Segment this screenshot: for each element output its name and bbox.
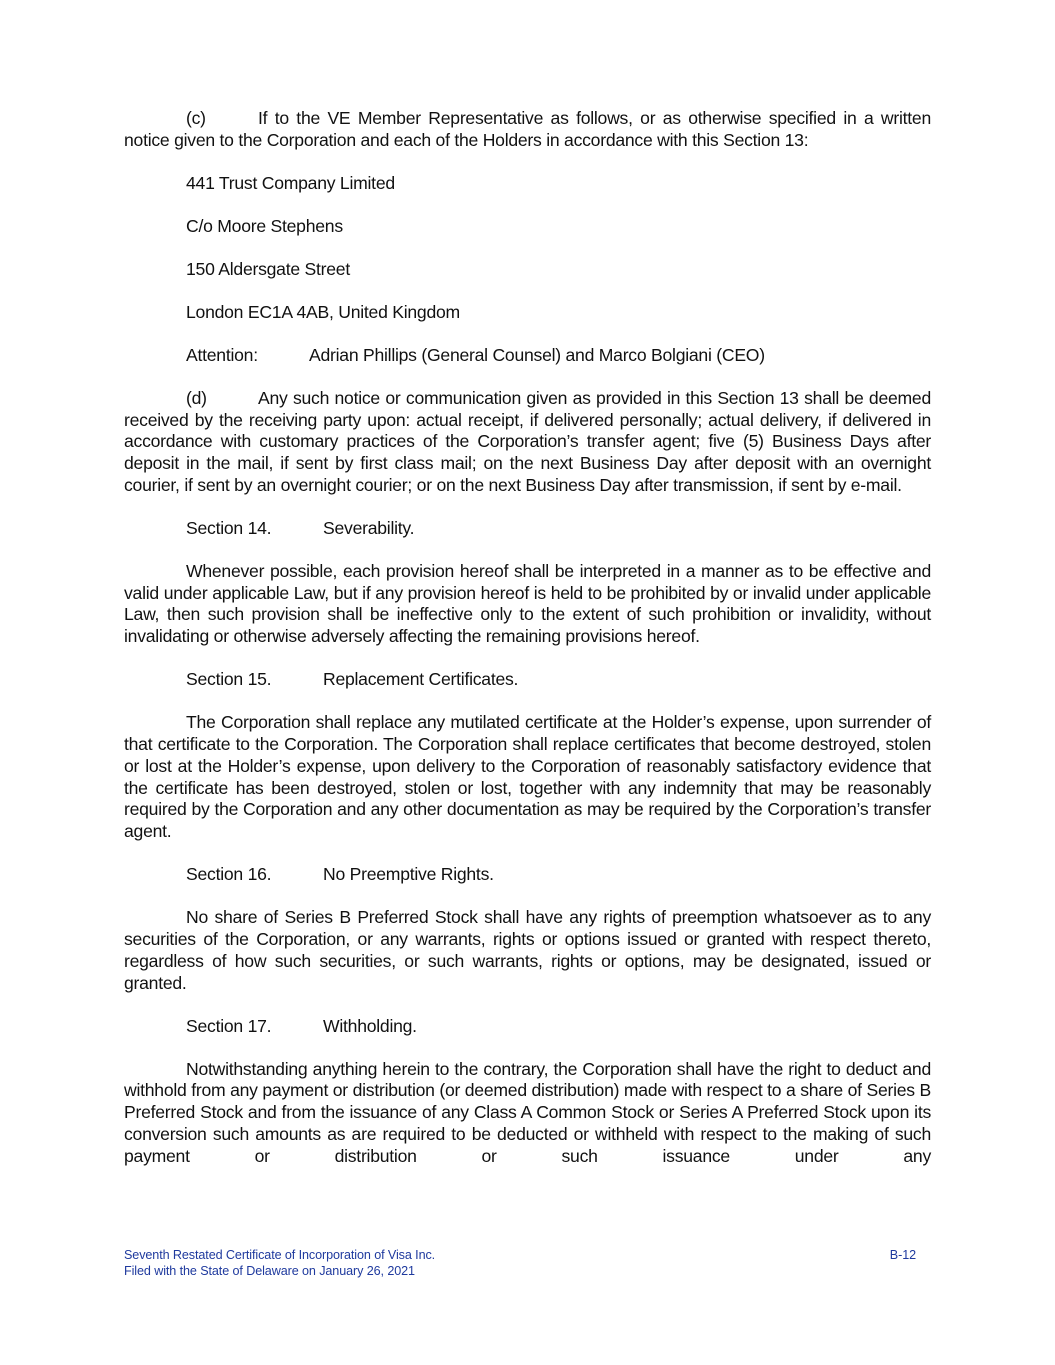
section-body: No share of Series B Preferred Stock shall have any rights of preemption whatsoever as to any securities of the Corporation, or any warrants, rights or options issued or granted with respect thereto, regardless of how such securities, or such warrants, rights or options, may be designated, issued or granted. — [124, 907, 931, 993]
section-heading — [186, 669, 931, 691]
paragraph-label: (d) — [186, 387, 207, 408]
address-line: C/o Moore Stephens — [186, 215, 343, 236]
section-heading — [186, 518, 931, 540]
section-title: Replacement Certificates. — [323, 669, 519, 690]
section-number: Section 14. — [186, 517, 272, 538]
section-body: Whenever possible, each provision hereof shall be interpreted in a manner as to be effective and valid under applicable Law, but if any provision hereof is held to be prohibited by or invalid under applicable Law, then such provision shall be ineffective only to the extent of such prohibition or invalidity, without invalidating or otherwise adversely affecting the remaining provisions hereof. — [124, 560, 931, 647]
document-page — [124, 108, 931, 1189]
paragraph-c — [124, 108, 931, 152]
section-heading — [186, 1016, 931, 1038]
section-body: The Corporation shall replace any mutilated certificate at the Holder’s expense, upon surrender of that certificate to the Corporation. The Corporation shall replace certificates that become destroyed, stolen or lost at the Holder’s expense, upon delivery to the Corporation of reasonably satisfactory evidence that the certificate has been destroyed, stolen or lost, together with any indemnity that may be reasonably required by the Corporation and any other documentation as may be required by the Corporation’s transfer agent. — [124, 712, 931, 842]
footer-row — [124, 1248, 916, 1264]
address-line: London EC1A 4AB, United Kingdom — [186, 301, 460, 322]
attention-value: Adrian Phillips (General Counsel) and Marco Bolgiani (CEO) — [309, 344, 765, 365]
section-number: Section 17. — [186, 1015, 272, 1036]
paragraph-label: (c) — [186, 108, 206, 128]
section-title: Severability. — [323, 517, 415, 538]
address-line: 150 Aldersgate Street — [186, 258, 350, 279]
section-body: Notwithstanding anything herein to the contrary, the Corporation shall have the right to deduct and withhold from any payment or distribution (or deemed distribution) made with respect to a share of Series B Preferred Stock and from the issuance of any Class A Common Stock or Series A Preferred Stock upon its conversion such amounts as are required to be deducted or withheld with respect to the making of such payment or distribution or such issuance under any — [124, 1058, 931, 1166]
section-title: Withholding. — [323, 1015, 417, 1036]
section-number: Section 16. — [186, 864, 272, 885]
section-heading — [186, 864, 931, 886]
page-number: B-12 — [889, 1248, 916, 1262]
paragraph-d — [124, 388, 931, 497]
section-number: Section 15. — [186, 669, 272, 690]
footer-document-title: Seventh Restated Certificate of Incorporation of Visa Inc. — [124, 1248, 436, 1262]
section-title: No Preemptive Rights. — [323, 864, 494, 885]
attention-label: Attention: — [186, 344, 258, 365]
page-footer — [124, 1248, 916, 1279]
paragraph-text: If to the VE Member Representative as follows, or as otherwise specified in a written notice given to the Corporation and each of the Holders in accordance with this Section 13: — [124, 108, 931, 150]
paragraph-text: Any such notice or communication given as provided in this Section 13 shall be deemed received by the receiving party upon: actual receipt, if delivered personally; actual delivery, if delivered in accordance with customary practices of the Corporation’s transfer agent; five (5) Business Days after deposit in the mail, if sent by first class mail; on the next Business Day after deposit with an overnight courier, if sent by an overnight courier; or on the next Business Day after transmission, if sent by e-mail. — [124, 387, 931, 495]
attention-line — [186, 345, 931, 367]
address-line: 441 Trust Company Limited — [186, 172, 395, 193]
footer-filing-date: Filed with the State of Delaware on January 26, 2021 — [124, 1263, 415, 1278]
